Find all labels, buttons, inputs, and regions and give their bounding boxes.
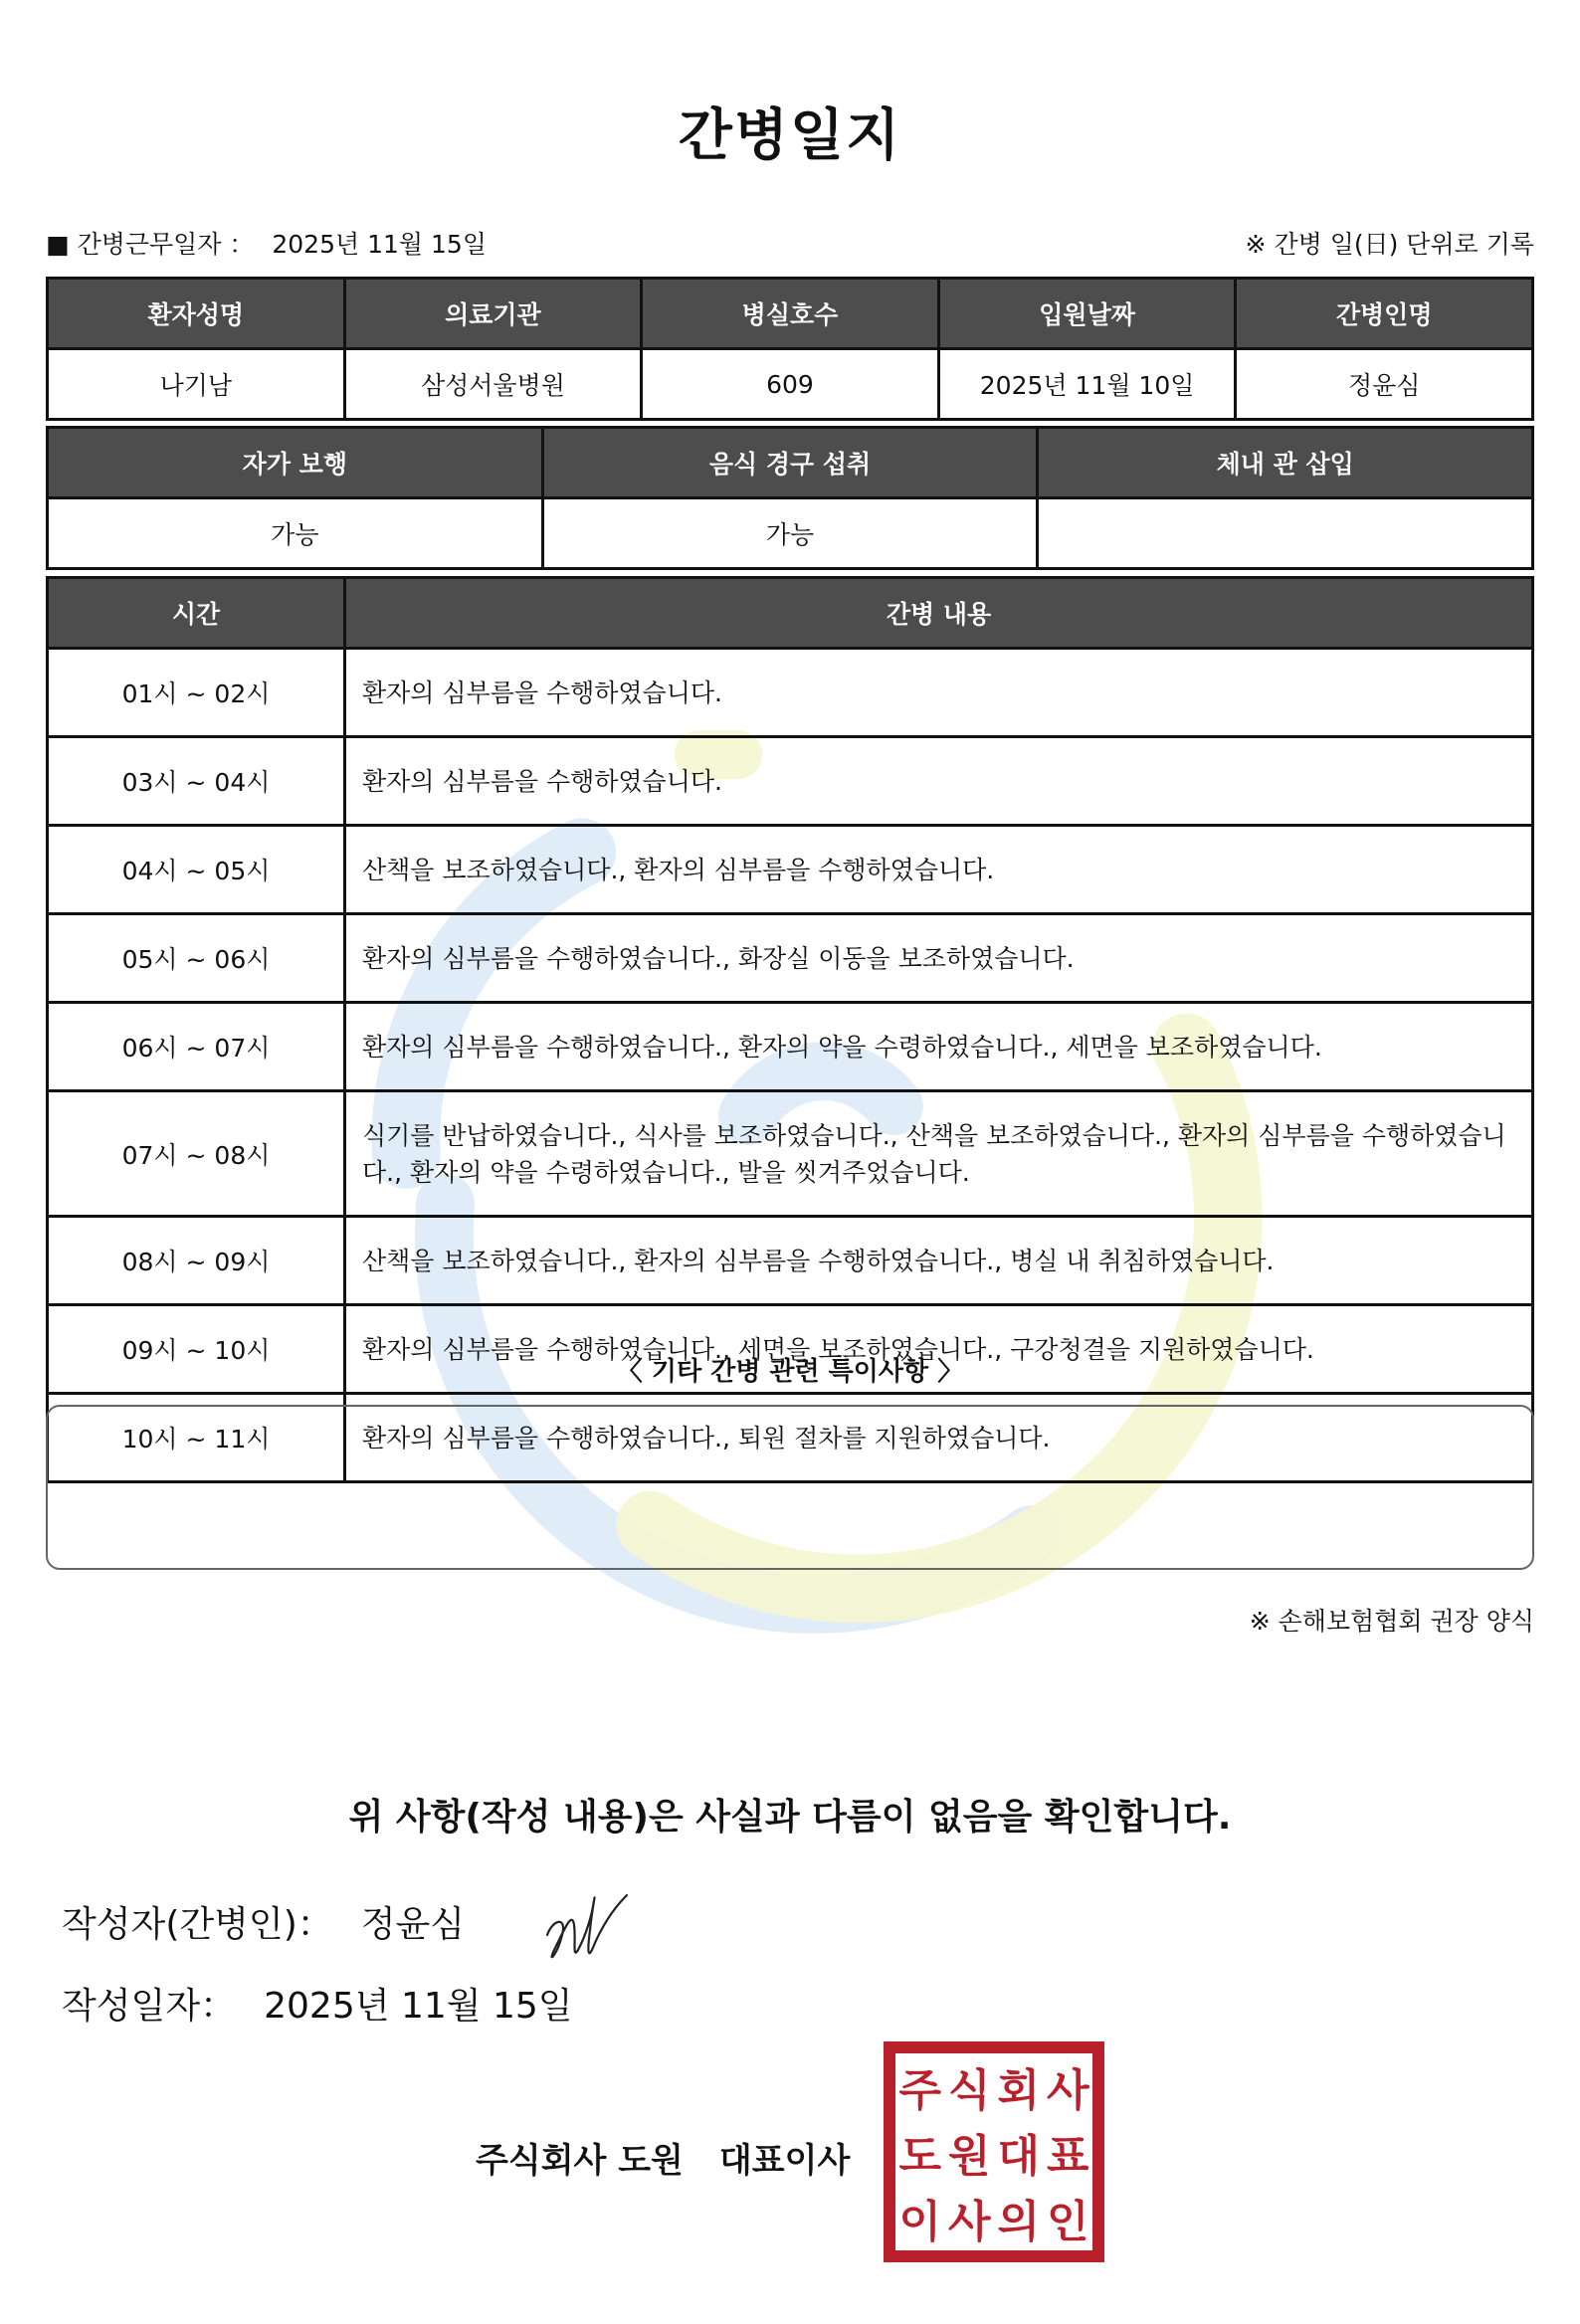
company-name: 주식회사 도원 — [476, 2141, 684, 2181]
document-title: 간병일지 — [678, 103, 902, 168]
special-notes-box — [46, 1405, 1534, 1570]
table-row — [48, 649, 1533, 737]
hospital: 삼성서울병원 — [344, 349, 642, 420]
writer-name: 정윤심 — [360, 1904, 466, 1945]
content-cell: 환자의 심부름을 수행하였습니다., 퇴원 절차를 지원하였습니다. — [345, 1394, 1533, 1482]
tube-insertion-value — [1038, 498, 1533, 569]
care-date — [46, 225, 496, 261]
content-cell: 환자의 심부름을 수행하였습니다., 세면을 보조하였습니다., 구강청결을 지원하였습니다. — [345, 1305, 1533, 1394]
table-row — [48, 737, 1533, 826]
time-cell: 05시 ~ 06시 — [48, 914, 345, 1003]
seal-char: 대 — [997, 2131, 1040, 2182]
content-cell: 산책을 보조하였습니다., 환자의 심부름을 수행하였습니다., 병실 내 취침하였습니다. — [345, 1217, 1533, 1305]
care-log-table — [46, 576, 1534, 1483]
writer-line — [62, 1896, 465, 1947]
seal-char: 원 — [947, 2131, 991, 2182]
time-cell: 01시 ~ 02시 — [48, 649, 345, 737]
header-oral-intake: 음식 경구 섭취 — [542, 428, 1038, 498]
seal-char: 이 — [898, 2197, 941, 2247]
time-cell: 09시 ~ 10시 — [48, 1305, 345, 1394]
handwritten-signature-icon — [542, 1880, 632, 1970]
seal-char: 의 — [997, 2197, 1040, 2247]
seal-inner — [891, 2049, 1096, 2254]
seal-char: 도 — [898, 2131, 941, 2182]
table-row — [48, 826, 1533, 914]
oral-intake-value: 가능 — [542, 498, 1038, 569]
seal-char: 표 — [1046, 2131, 1089, 2182]
header-tube-insertion: 체내 관 삽입 — [1038, 428, 1533, 498]
time-cell: 03시 ~ 04시 — [48, 737, 345, 826]
header-line — [46, 223, 1534, 263]
writer-label: 작성자(간병인)： — [62, 1904, 333, 1945]
record-unit-note: ※ 간병 일(日) 단위로 기록 — [1245, 230, 1534, 259]
room-number: 609 — [642, 349, 939, 420]
header-self-walking: 자가 보행 — [48, 428, 543, 498]
seal-char: 식 — [947, 2065, 991, 2116]
content-cell: 식기를 반납하였습니다., 식사를 보조하였습니다., 산책을 보조하였습니다., 환자의 심부름을 수행하였습니다., 환자의 약을 수령하였습니다., 발을 씻겨주었습니다. — [345, 1091, 1533, 1217]
content-cell: 산책을 보조하였습니다., 환자의 심부름을 수행하였습니다. — [345, 826, 1533, 914]
header-room-number: 병실호수 — [642, 279, 939, 349]
header-caregiver-name: 간병인명 — [1236, 279, 1533, 349]
time-cell: 08시 ~ 09시 — [48, 1217, 345, 1305]
seal-char: 사 — [1046, 2065, 1089, 2116]
time-cell: 06시 ~ 07시 — [48, 1003, 345, 1091]
content-cell: 환자의 심부름을 수행하였습니다., 환자의 약을 수령하였습니다., 세면을 보조하였습니다. — [345, 1003, 1533, 1091]
company-title: 대표이사 — [718, 2141, 851, 2181]
header-time: 시간 — [48, 578, 345, 649]
form-source-note: ※ 손해보험협회 권장 양식 — [1249, 1607, 1534, 1636]
table-row — [48, 914, 1533, 1003]
seal-char: 회 — [997, 2065, 1040, 2116]
patient-info-table — [46, 277, 1534, 421]
header-care-content: 간병 내용 — [345, 578, 1533, 649]
header-hospital: 의료기관 — [344, 279, 642, 349]
time-cell: 07시 ~ 08시 — [48, 1091, 345, 1217]
table-row — [48, 1217, 1533, 1305]
content-cell: 환자의 심부름을 수행하였습니다., 화장실 이동을 보조하였습니다. — [345, 914, 1533, 1003]
written-date-value: 2025년 11월 15일 — [264, 1986, 573, 2027]
written-date-line — [62, 1978, 573, 2029]
time-cell: 04시 ~ 05시 — [48, 826, 345, 914]
seal-char: 인 — [1046, 2197, 1089, 2247]
content-cell: 환자의 심부름을 수행하였습니다. — [345, 737, 1533, 826]
header-patient-name: 환자성명 — [48, 279, 345, 349]
company-seal-stamp — [884, 2041, 1104, 2262]
content-cell: 환자의 심부름을 수행하였습니다. — [345, 649, 1533, 737]
care-date-value: 2025년 11월 15일 — [272, 230, 487, 259]
table-row — [48, 1091, 1533, 1217]
seal-char: 주 — [898, 2065, 941, 2116]
patient-name: 나기남 — [48, 349, 345, 420]
company-signature-line — [476, 2133, 850, 2182]
admission-date: 2025년 11월 10일 — [938, 349, 1236, 420]
time-cell: 10시 ~ 11시 — [48, 1394, 345, 1482]
header-admission-date: 입원날짜 — [938, 279, 1236, 349]
confirmation-statement: 위 사항(작성 내용)은 사실과 다름이 없음을 확인합니다. — [348, 1797, 1232, 1838]
table-row — [48, 1003, 1533, 1091]
patient-status-table — [46, 426, 1534, 570]
self-walking-value: 가능 — [48, 498, 543, 569]
special-notes-title: 〈 기타 간병 관련 특이사항 〉 — [616, 1357, 964, 1387]
seal-char: 사 — [947, 2197, 991, 2247]
care-date-label: ■ 간병근무일자 ： — [46, 230, 255, 259]
written-date-label: 작성일자： — [62, 1986, 237, 2027]
caregiver-name: 정윤심 — [1236, 349, 1533, 420]
